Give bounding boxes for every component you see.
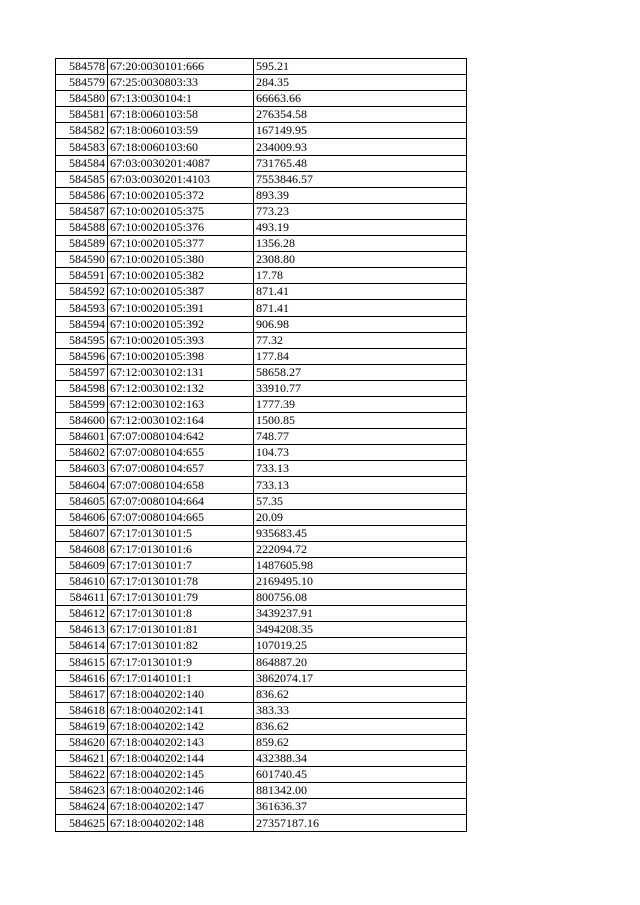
amount-cell: 66663.66 xyxy=(254,91,467,107)
table-row xyxy=(56,107,467,123)
row-id-cell: 584605 xyxy=(56,493,108,509)
cadastral-code-cell: 67:17:0130101:78 xyxy=(108,574,254,590)
row-id-cell: 584603 xyxy=(56,461,108,477)
table-row xyxy=(56,139,467,155)
cadastral-code-cell: 67:10:0020105:377 xyxy=(108,236,254,252)
table-row xyxy=(56,413,467,429)
amount-cell: 1356.28 xyxy=(254,236,467,252)
table-row xyxy=(56,557,467,573)
table-row xyxy=(56,445,467,461)
row-id-cell: 584619 xyxy=(56,718,108,734)
cadastral-code-cell: 67:17:0130101:9 xyxy=(108,654,254,670)
row-id-cell: 584607 xyxy=(56,525,108,541)
cadastral-code-cell: 67:18:0060103:59 xyxy=(108,123,254,139)
cadastral-code-cell: 67:10:0020105:393 xyxy=(108,332,254,348)
cadastral-code-cell: 67:07:0080104:657 xyxy=(108,461,254,477)
cadastral-code-cell: 67:10:0020105:398 xyxy=(108,348,254,364)
cadastral-code-cell: 67:10:0020105:380 xyxy=(108,252,254,268)
cadastral-code-cell: 67:17:0130101:5 xyxy=(108,525,254,541)
amount-cell: 107019.25 xyxy=(254,638,467,654)
table-row xyxy=(56,91,467,107)
amount-cell: 77.32 xyxy=(254,332,467,348)
table-row xyxy=(56,606,467,622)
amount-cell: 733.13 xyxy=(254,461,467,477)
table-row xyxy=(56,461,467,477)
table-row xyxy=(56,252,467,268)
table-row xyxy=(56,622,467,638)
table-row xyxy=(56,670,467,686)
row-id-cell: 584614 xyxy=(56,638,108,654)
cadastral-code-cell: 67:18:0040202:146 xyxy=(108,783,254,799)
cadastral-code-cell: 67:07:0080104:655 xyxy=(108,445,254,461)
amount-cell: 595.21 xyxy=(254,59,467,75)
amount-cell: 935683.45 xyxy=(254,525,467,541)
row-id-cell: 584601 xyxy=(56,429,108,445)
table-row xyxy=(56,654,467,670)
cadastral-code-cell: 67:20:0030101:666 xyxy=(108,59,254,75)
table-row xyxy=(56,574,467,590)
amount-cell: 17.78 xyxy=(254,268,467,284)
amount-cell: 836.62 xyxy=(254,718,467,734)
row-id-cell: 584599 xyxy=(56,396,108,412)
table-row xyxy=(56,686,467,702)
cadastral-code-cell: 67:17:0130101:81 xyxy=(108,622,254,638)
cadastral-code-cell: 67:07:0080104:664 xyxy=(108,493,254,509)
amount-cell: 836.62 xyxy=(254,686,467,702)
row-id-cell: 584616 xyxy=(56,670,108,686)
row-id-cell: 584593 xyxy=(56,300,108,316)
amount-cell: 731765.48 xyxy=(254,155,467,171)
table-row xyxy=(56,493,467,509)
row-id-cell: 584578 xyxy=(56,59,108,75)
cadastral-code-cell: 67:10:0020105:391 xyxy=(108,300,254,316)
row-id-cell: 584580 xyxy=(56,91,108,107)
cadastral-code-cell: 67:17:0140101:1 xyxy=(108,670,254,686)
cadastral-code-cell: 67:18:0040202:141 xyxy=(108,702,254,718)
row-id-cell: 584602 xyxy=(56,445,108,461)
cadastral-code-cell: 67:18:0040202:147 xyxy=(108,799,254,815)
row-id-cell: 584595 xyxy=(56,332,108,348)
cadastral-code-cell: 67:18:0060103:58 xyxy=(108,107,254,123)
amount-cell: 33910.77 xyxy=(254,380,467,396)
row-id-cell: 584582 xyxy=(56,123,108,139)
amount-cell: 27357187.16 xyxy=(254,815,467,831)
cadastral-code-cell: 67:18:0040202:143 xyxy=(108,734,254,750)
cadastral-code-cell: 67:12:0030102:131 xyxy=(108,364,254,380)
row-id-cell: 584598 xyxy=(56,380,108,396)
row-id-cell: 584586 xyxy=(56,187,108,203)
table-row xyxy=(56,123,467,139)
cadastral-code-cell: 67:17:0130101:6 xyxy=(108,541,254,557)
amount-cell: 276354.58 xyxy=(254,107,467,123)
row-id-cell: 584591 xyxy=(56,268,108,284)
table-row xyxy=(56,799,467,815)
amount-cell: 167149.95 xyxy=(254,123,467,139)
row-id-cell: 584590 xyxy=(56,252,108,268)
row-id-cell: 584608 xyxy=(56,541,108,557)
row-id-cell: 584584 xyxy=(56,155,108,171)
cadastral-code-cell: 67:12:0030102:163 xyxy=(108,396,254,412)
cadastral-code-cell: 67:18:0040202:142 xyxy=(108,718,254,734)
amount-cell: 906.98 xyxy=(254,316,467,332)
amount-cell: 222094.72 xyxy=(254,541,467,557)
amount-cell: 2169495.10 xyxy=(254,574,467,590)
row-id-cell: 584588 xyxy=(56,219,108,235)
table-row xyxy=(56,396,467,412)
cadastral-code-cell: 67:17:0130101:8 xyxy=(108,606,254,622)
data-table xyxy=(55,58,467,832)
amount-cell: 1487605.98 xyxy=(254,557,467,573)
table-row xyxy=(56,429,467,445)
table-row xyxy=(56,284,467,300)
table-row xyxy=(56,783,467,799)
table-row xyxy=(56,751,467,767)
table-row xyxy=(56,380,467,396)
amount-cell: 2308.80 xyxy=(254,252,467,268)
row-id-cell: 584618 xyxy=(56,702,108,718)
table-row xyxy=(56,300,467,316)
row-id-cell: 584585 xyxy=(56,171,108,187)
row-id-cell: 584613 xyxy=(56,622,108,638)
row-id-cell: 584623 xyxy=(56,783,108,799)
row-id-cell: 584610 xyxy=(56,574,108,590)
table-row xyxy=(56,477,467,493)
table-row xyxy=(56,364,467,380)
cadastral-code-cell: 67:07:0080104:665 xyxy=(108,509,254,525)
amount-cell: 7553846.57 xyxy=(254,171,467,187)
row-id-cell: 584592 xyxy=(56,284,108,300)
cadastral-code-cell: 67:10:0020105:387 xyxy=(108,284,254,300)
row-id-cell: 584617 xyxy=(56,686,108,702)
table-row xyxy=(56,203,467,219)
table-row xyxy=(56,734,467,750)
cadastral-code-cell: 67:10:0020105:382 xyxy=(108,268,254,284)
row-id-cell: 584625 xyxy=(56,815,108,831)
amount-cell: 104.73 xyxy=(254,445,467,461)
cadastral-code-cell: 67:07:0080104:642 xyxy=(108,429,254,445)
amount-cell: 3494208.35 xyxy=(254,622,467,638)
row-id-cell: 584581 xyxy=(56,107,108,123)
table-row xyxy=(56,332,467,348)
amount-cell: 871.41 xyxy=(254,284,467,300)
row-id-cell: 584620 xyxy=(56,734,108,750)
table-row xyxy=(56,316,467,332)
row-id-cell: 584612 xyxy=(56,606,108,622)
cadastral-code-cell: 67:18:0040202:145 xyxy=(108,767,254,783)
amount-cell: 3862074.17 xyxy=(254,670,467,686)
cadastral-code-cell: 67:17:0130101:82 xyxy=(108,638,254,654)
table-row xyxy=(56,348,467,364)
table-row xyxy=(56,171,467,187)
amount-cell: 601740.45 xyxy=(254,767,467,783)
amount-cell: 859.62 xyxy=(254,734,467,750)
row-id-cell: 584622 xyxy=(56,767,108,783)
table-row xyxy=(56,718,467,734)
amount-cell: 773.23 xyxy=(254,203,467,219)
row-id-cell: 584600 xyxy=(56,413,108,429)
amount-cell: 1777.39 xyxy=(254,396,467,412)
row-id-cell: 584596 xyxy=(56,348,108,364)
amount-cell: 748.77 xyxy=(254,429,467,445)
table-row xyxy=(56,155,467,171)
cadastral-code-cell: 67:17:0130101:7 xyxy=(108,557,254,573)
table-row xyxy=(56,767,467,783)
cadastral-code-cell: 67:13:0030104:1 xyxy=(108,91,254,107)
amount-cell: 57.35 xyxy=(254,493,467,509)
table-row xyxy=(56,75,467,91)
amount-cell: 733.13 xyxy=(254,477,467,493)
row-id-cell: 584579 xyxy=(56,75,108,91)
cadastral-code-cell: 67:18:0040202:148 xyxy=(108,815,254,831)
amount-cell: 1500.85 xyxy=(254,413,467,429)
cadastral-code-cell: 67:10:0020105:375 xyxy=(108,203,254,219)
row-id-cell: 584583 xyxy=(56,139,108,155)
amount-cell: 3439237.91 xyxy=(254,606,467,622)
cadastral-code-cell: 67:18:0060103:60 xyxy=(108,139,254,155)
row-id-cell: 584624 xyxy=(56,799,108,815)
amount-cell: 864887.20 xyxy=(254,654,467,670)
cadastral-code-cell: 67:07:0080104:658 xyxy=(108,477,254,493)
table-row xyxy=(56,702,467,718)
table-body xyxy=(56,59,467,832)
cadastral-code-cell: 67:10:0020105:392 xyxy=(108,316,254,332)
cadastral-code-cell: 67:18:0040202:140 xyxy=(108,686,254,702)
row-id-cell: 584589 xyxy=(56,236,108,252)
cadastral-code-cell: 67:25:0030803:33 xyxy=(108,75,254,91)
amount-cell: 20.09 xyxy=(254,509,467,525)
amount-cell: 177.84 xyxy=(254,348,467,364)
amount-cell: 432388.34 xyxy=(254,751,467,767)
amount-cell: 893.39 xyxy=(254,187,467,203)
cadastral-code-cell: 67:03:0030201:4103 xyxy=(108,171,254,187)
table-row xyxy=(56,638,467,654)
amount-cell: 871.41 xyxy=(254,300,467,316)
table-row xyxy=(56,590,467,606)
table-row xyxy=(56,525,467,541)
table-row xyxy=(56,236,467,252)
amount-cell: 58658.27 xyxy=(254,364,467,380)
table-row xyxy=(56,59,467,75)
row-id-cell: 584615 xyxy=(56,654,108,670)
row-id-cell: 584594 xyxy=(56,316,108,332)
row-id-cell: 584611 xyxy=(56,590,108,606)
cadastral-code-cell: 67:17:0130101:79 xyxy=(108,590,254,606)
amount-cell: 234009.93 xyxy=(254,139,467,155)
table-row xyxy=(56,815,467,831)
table-row xyxy=(56,187,467,203)
table-row xyxy=(56,541,467,557)
amount-cell: 493.19 xyxy=(254,219,467,235)
table-row xyxy=(56,509,467,525)
cadastral-code-cell: 67:03:0030201:4087 xyxy=(108,155,254,171)
amount-cell: 361636.37 xyxy=(254,799,467,815)
table-row xyxy=(56,219,467,235)
cadastral-code-cell: 67:12:0030102:164 xyxy=(108,413,254,429)
amount-cell: 383.33 xyxy=(254,702,467,718)
row-id-cell: 584621 xyxy=(56,751,108,767)
table-row xyxy=(56,268,467,284)
row-id-cell: 584587 xyxy=(56,203,108,219)
row-id-cell: 584609 xyxy=(56,557,108,573)
amount-cell: 284.35 xyxy=(254,75,467,91)
row-id-cell: 584606 xyxy=(56,509,108,525)
cadastral-code-cell: 67:10:0020105:372 xyxy=(108,187,254,203)
amount-cell: 800756.08 xyxy=(254,590,467,606)
cadastral-code-cell: 67:10:0020105:376 xyxy=(108,219,254,235)
row-id-cell: 584597 xyxy=(56,364,108,380)
amount-cell: 881342.00 xyxy=(254,783,467,799)
cadastral-code-cell: 67:12:0030102:132 xyxy=(108,380,254,396)
cadastral-code-cell: 67:18:0040202:144 xyxy=(108,751,254,767)
row-id-cell: 584604 xyxy=(56,477,108,493)
